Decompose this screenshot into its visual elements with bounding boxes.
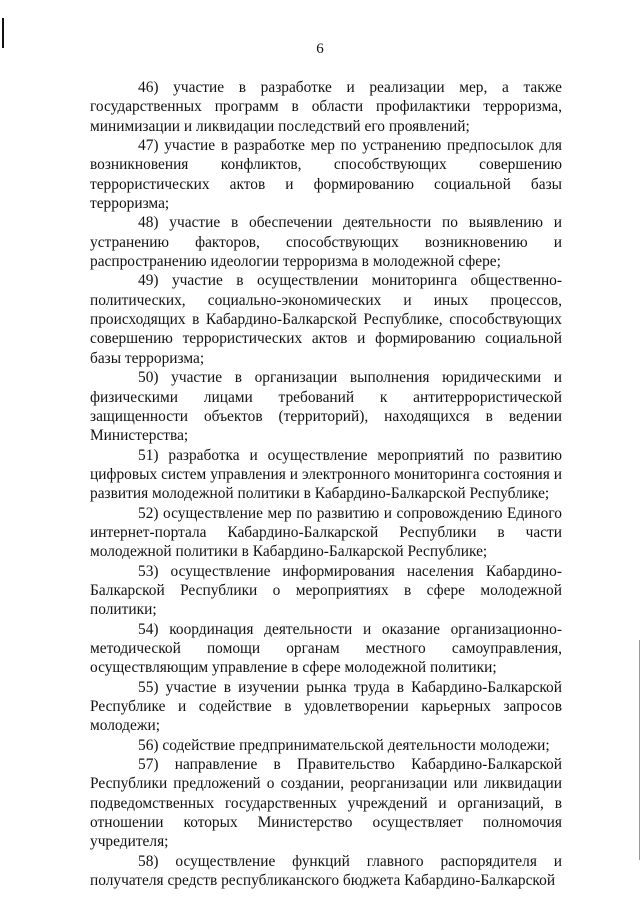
- paragraph-50: 50) участие в организации выполнения юридическими и физическими лицами требований к антитеррористической защищенности объектов (территорий), находящихся в ведении Министерства;: [90, 369, 562, 445]
- paragraph-49: 49) участие в осуществлении мониторинга общественно-политических, социально-экономических и иных процессов, происходящих в Кабардино-Балкарской Республике, способствующих совершению террористических актов и формированию социальной базы терроризма;: [90, 272, 562, 367]
- paragraph-51: 51) разработка и осуществление мероприятий по развитию цифровых систем управления и электронного мониторинга состояния и развития молодежной политики в Кабардино-Балкарской Республике;: [90, 446, 562, 503]
- paragraph-47: 47) участие в разработке мер по устранению предпосылок для возникновения конфликтов, способствующих совершению террористических актов и формированию социальной базы терроризма;: [90, 137, 562, 213]
- paragraph-53: 53) осуществление информирования населения Кабардино-Балкарской Республики о мероприятиях в сфере молодежной политики;: [90, 562, 562, 619]
- page-number: 6: [316, 41, 324, 57]
- paragraph-57: 57) направление в Правительство Кабардино-Балкарской Республики предложений о создании, реорганизации или ликвидации подведомственных государственных учреждений и организаций, в отношении которых Министерство осуществляет полномочия учредителя;: [90, 756, 562, 851]
- document-body: [90, 78, 562, 890]
- paragraph-58: 58) осуществление функций главного распорядителя и получателя средств республиканского бюджета Кабардино-Балкарской: [90, 852, 562, 890]
- paragraph-48: 48) участие в обеспечении деятельности по выявлению и устранению факторов, способствующих возникновению и распространению идеологии терроризма в молодежной сфере;: [90, 214, 562, 271]
- paragraph-55: 55) участие в изучении рынка труда в Кабардино-Балкарской Республике и содействие в удовлетворении карьерных запросов молодежи;: [90, 678, 562, 735]
- paragraph-46: 46) участие в разработке и реализации мер, а также государственных программ в области профилактики терроризма, минимизации и ликвидации последствий его проявлений;: [90, 79, 562, 135]
- paragraph-56: 56) содействие предпринимательской деятельности молодежи;: [138, 736, 550, 754]
- paragraph-54: 54) координация деятельности и оказание организационно-методической помощи органам местного самоуправления, осуществляющим управление в сфере молодежной политики;: [90, 620, 562, 677]
- paragraph-52: 52) осуществление мер по развитию и сопровождению Единого интернет-портала Кабардино-Балкарской Республики в части молодежной политики в Кабардино-Балкарской Республике;: [90, 504, 562, 561]
